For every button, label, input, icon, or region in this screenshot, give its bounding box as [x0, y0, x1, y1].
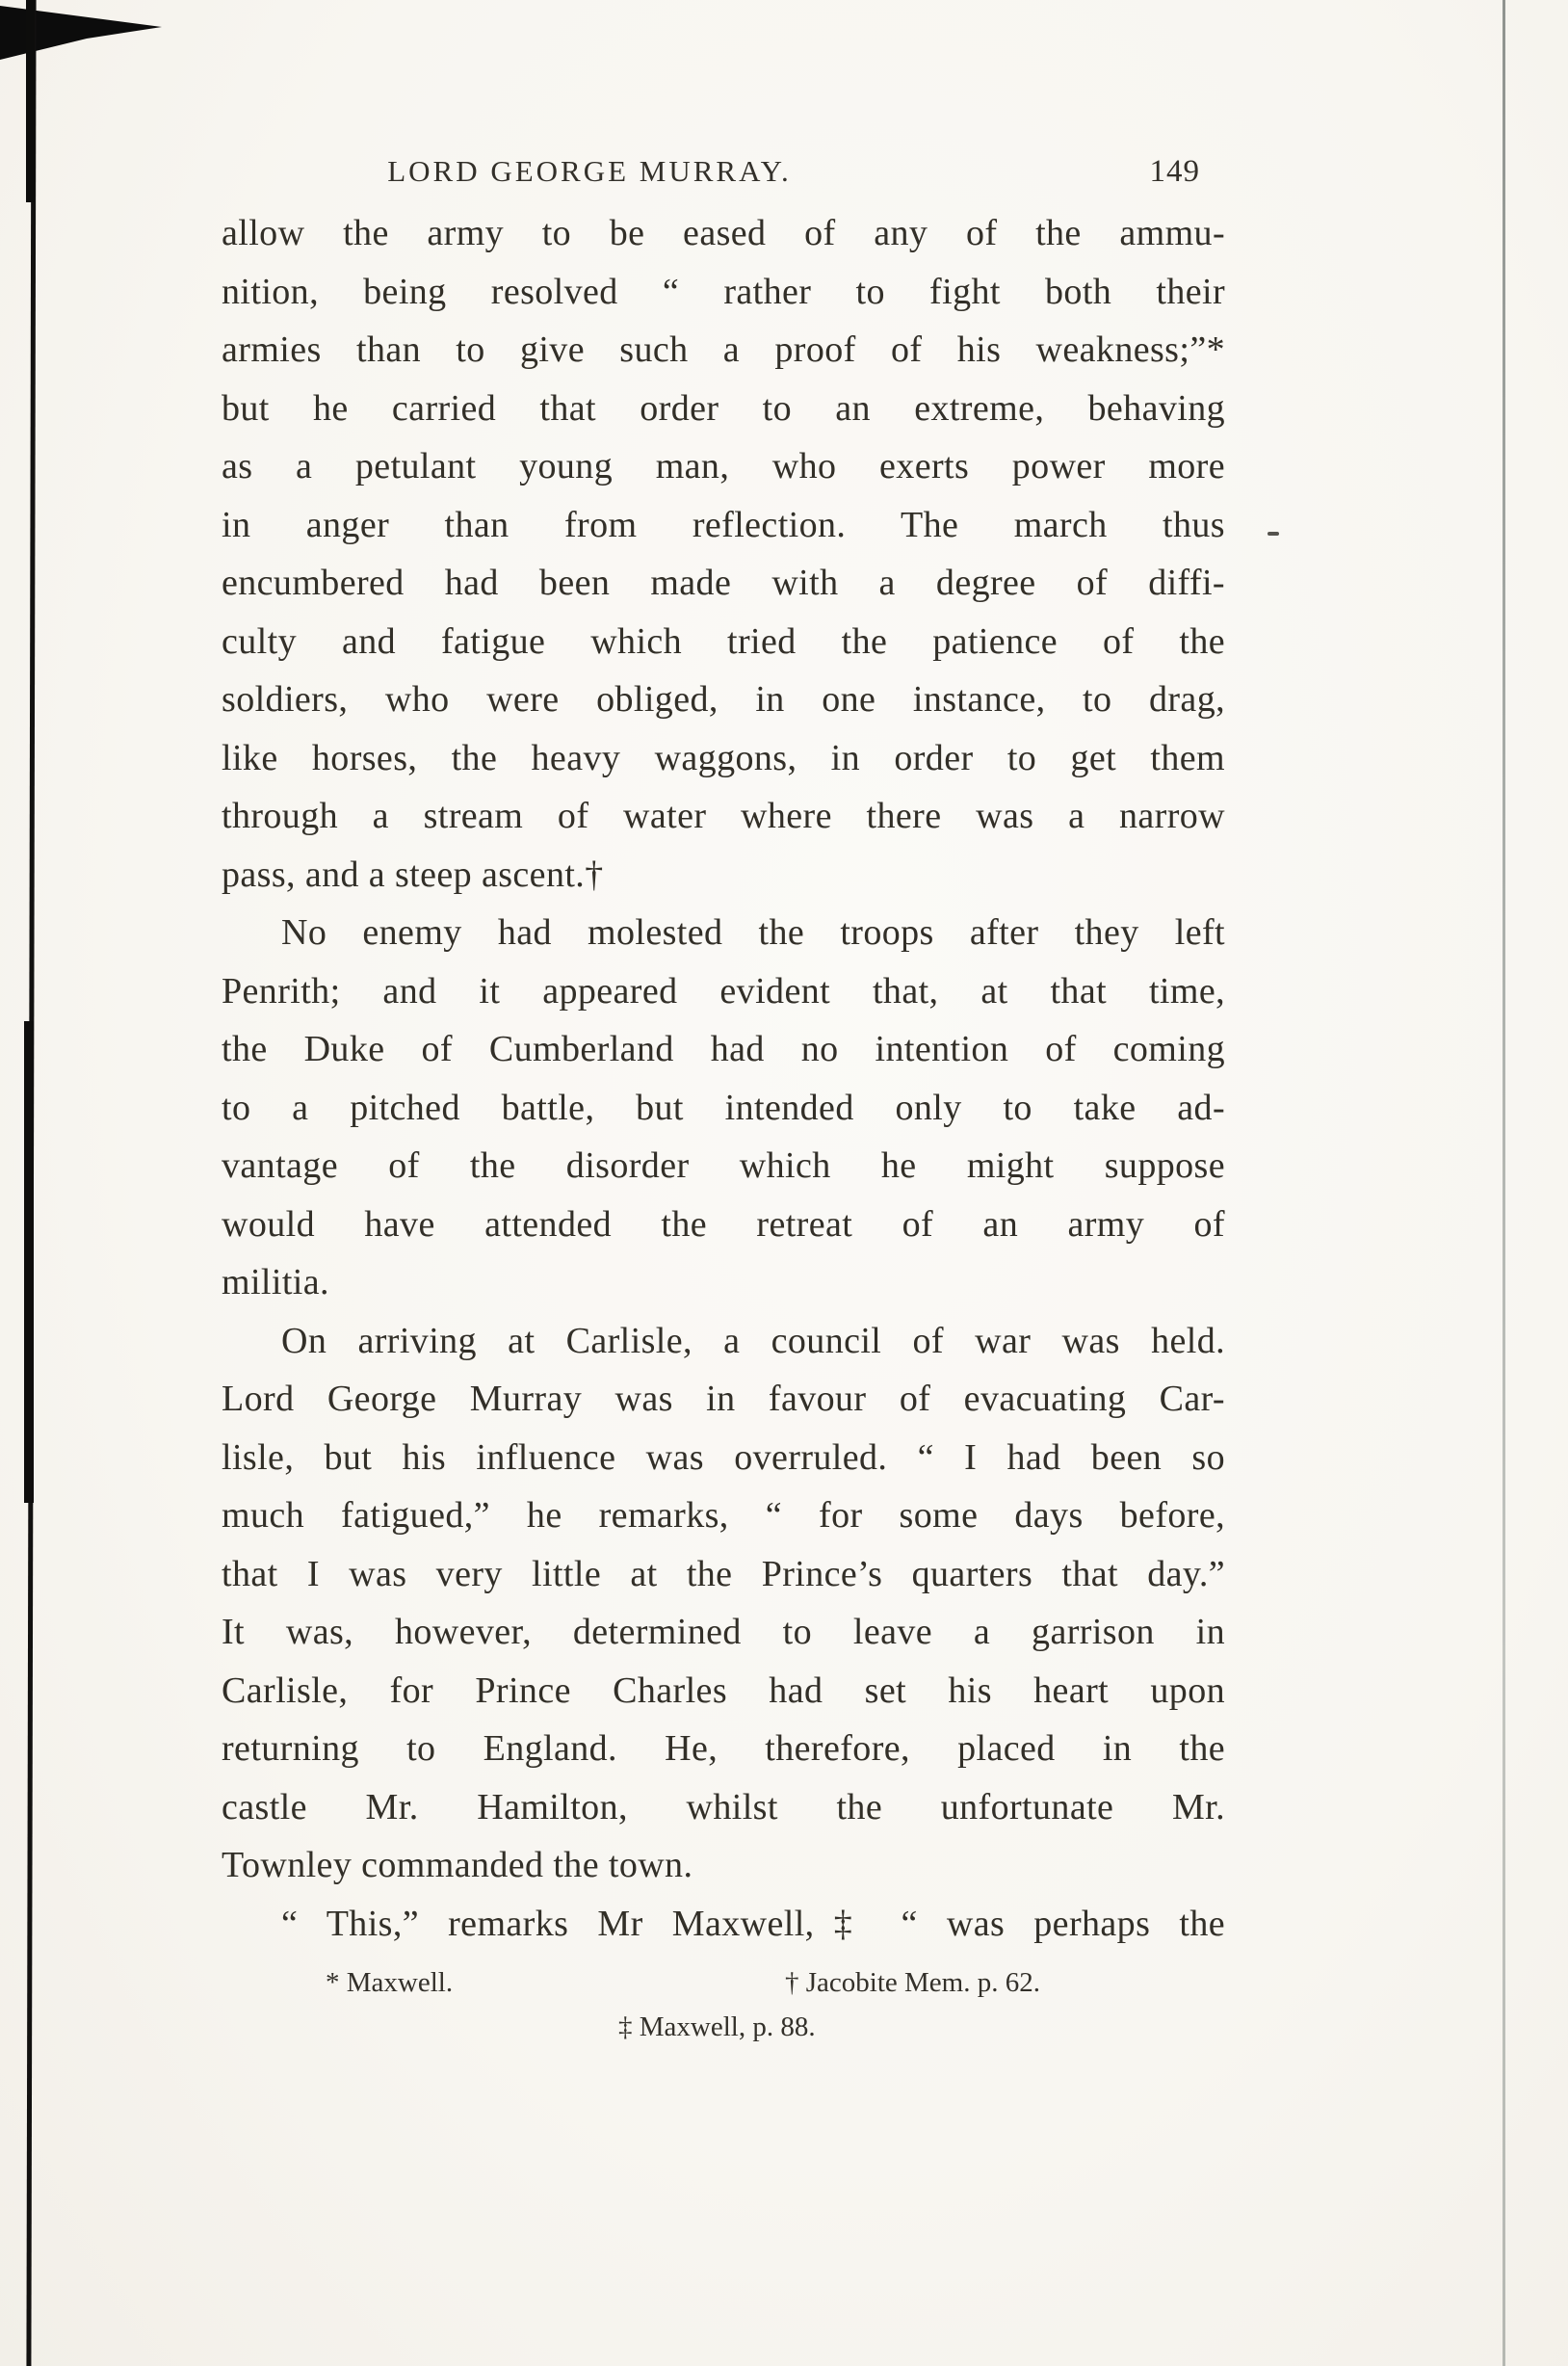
text-line: like horses, the heavy waggons, in order to get them [222, 737, 1225, 778]
text-line: culty and fatigue which tried the patience of the [222, 620, 1225, 662]
text-line: nition, being resolved “ rather to fight both their [222, 271, 1225, 312]
text-line: encumbered had been made with a degree of diffi- [222, 563, 1225, 603]
text-line: pass, and a steep ascent.† [222, 854, 604, 895]
page-number: 149 [1149, 154, 1200, 189]
footnote-dagger: † Jacobite Mem. p. 62. [785, 1967, 1040, 1998]
text-line: much fatigued,” he remarks, “ for some days before, [222, 1495, 1225, 1536]
text-line: armies than to give such a proof of his weakness;”* [222, 329, 1225, 370]
text-line: It was, however, determined to leave a garrison in [222, 1612, 1225, 1652]
text-line: No enemy had molested the troops after they left [281, 912, 1225, 953]
text-line: returning to England. He, therefore, placed in the [222, 1728, 1225, 1769]
text-line: On arriving at Carlisle, a council of war was held. [281, 1320, 1225, 1361]
text-line: lisle, but his influence was overruled. “ I had been so [222, 1436, 1225, 1478]
page-header [222, 154, 1225, 197]
footnote-double-dagger: ‡ Maxwell, p. 88. [618, 2011, 816, 2042]
paragraph [222, 204, 1225, 904]
text-line: Penrith; and it appeared evident that, at that time, [222, 970, 1225, 1012]
text-line: but he carried that order to an extreme, behaving [222, 387, 1225, 429]
text-line: Townley commanded the town. [222, 1845, 693, 1885]
paragraph [222, 1895, 1225, 1954]
text-line: as a petulant young man, who exerts power more [222, 446, 1225, 486]
text-line: in anger than from reflection. The march thus [222, 504, 1225, 545]
text-line: “ This,” remarks Mr Maxwell,‡ “ was perhaps the [281, 1903, 1225, 1944]
text-line: through a stream of water where there was a narrow [222, 796, 1225, 836]
text-line: that I was very little at the Prince’s quarters that day.” [222, 1553, 1225, 1594]
scan-artifact-corner-wedge [0, 6, 164, 62]
footnotes [222, 1967, 1225, 2073]
text-line: militia. [222, 1262, 329, 1302]
text-line: to a pitched battle, but intended only to take ad- [222, 1087, 1225, 1128]
scan-artifact-stray-dash [1267, 532, 1279, 536]
text-line: castle Mr. Hamilton, whilst the unfortunate Mr. [222, 1786, 1225, 1827]
text-line: Carlisle, for Prince Charles had set his heart upon [222, 1669, 1225, 1711]
paragraph [222, 1312, 1225, 1895]
body-text [222, 204, 1225, 1953]
scan-artifact-left-edge-line-thick [24, 1021, 34, 1503]
text-line: would have attended the retreat of an army of [222, 1203, 1225, 1245]
running-title: LORD GEORGE MURRAY. [387, 154, 792, 188]
scan-artifact-left-edge-line-top [26, 0, 35, 202]
scan-artifact-right-edge-line [1503, 0, 1505, 2366]
text-line: Lord George Murray was in favour of evacuating Car- [222, 1379, 1225, 1419]
text-line: the Duke of Cumberland had no intention of coming [222, 1029, 1225, 1069]
text-line: allow the army to be eased of any of the ammu- [222, 213, 1225, 253]
text-line: vantage of the disorder which he might suppose [222, 1145, 1225, 1186]
text-line: soldiers, who were obliged, in one instance, to drag, [222, 679, 1225, 720]
paragraph [222, 904, 1225, 1312]
footnote-star: * Maxwell. [326, 1967, 454, 1998]
